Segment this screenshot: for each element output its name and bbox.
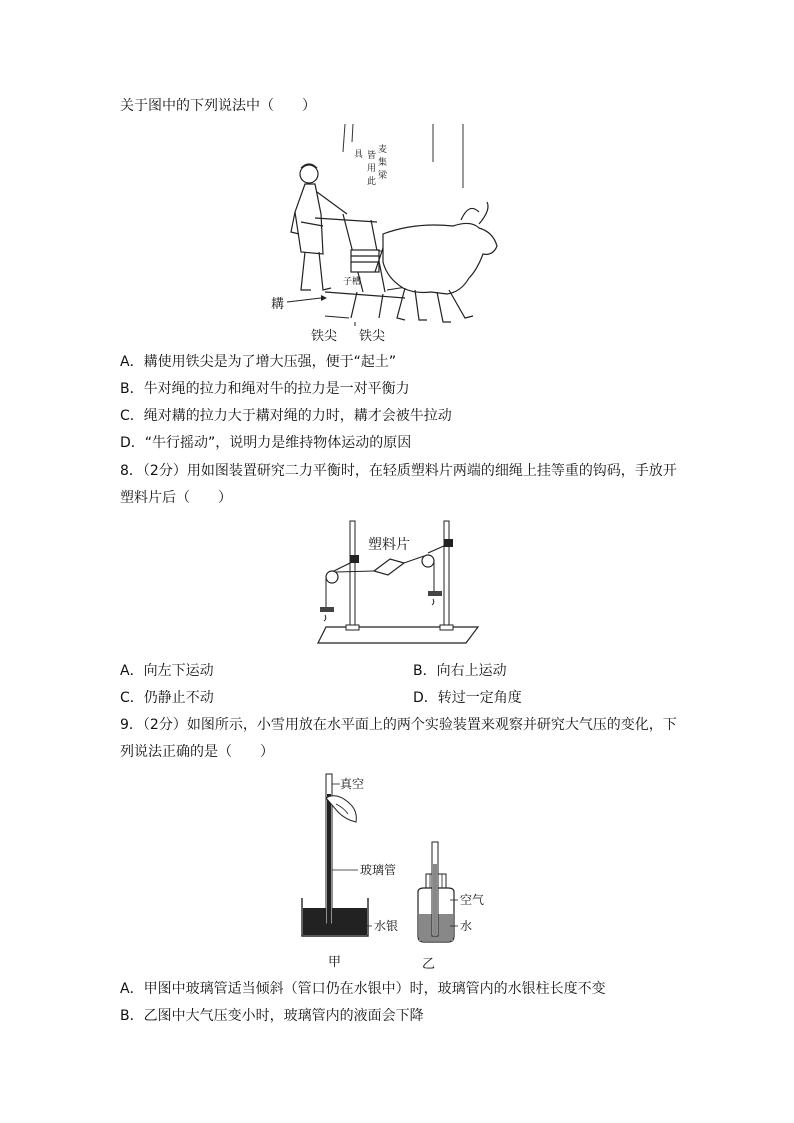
q9-stem-line1: 9．（2分）如图所示，小雪用放在水平面上的两个实验装置来观察并研究大气压的变化，下 [120, 717, 677, 733]
mercury-label: 水银 [374, 919, 399, 933]
farmer-drawing [291, 164, 347, 290]
q8-stem-line2: 塑料片后（ ） [120, 490, 232, 506]
caption-char: 麦 [378, 145, 388, 155]
q8-stem-line1: 8．（2分）用如图装置研究二力平衡时，在轻质塑料片两端的细绳上挂等重的钩码，手放开 [120, 463, 677, 479]
figure-jia-label: 甲 [328, 955, 342, 970]
caption-char: 集 [378, 158, 388, 168]
q8-option-a: A．向左下运动 [120, 663, 214, 679]
mercury-barometer [302, 774, 398, 970]
iron-tip-label-2: 铁尖 [359, 329, 386, 344]
q7-option-c: C．绳对耩的拉力大于耩对绳的力时，耩才会被牛拉动 [120, 408, 452, 424]
glass-tube-label: 玻璃管 [360, 863, 397, 877]
plastic-card-label: 塑料片 [368, 537, 410, 553]
q9-option-b: B．乙图中大气压变小时，玻璃管内的液面会下降 [120, 1008, 424, 1024]
plough-label: 耩 [271, 297, 285, 312]
seed-slot-label: 子槽 [343, 277, 362, 287]
q7-option-b: B．牛对绳的拉力和绳对牛的拉力是一对平衡力 [120, 381, 410, 397]
q9-option-a: A．甲图中玻璃管适当倾斜（管口仍在水银中）时，玻璃管内的水银柱长度不变 [120, 981, 606, 997]
air-label: 空气 [460, 893, 485, 907]
plastic-card [374, 559, 404, 575]
caption-char: 具 [354, 150, 364, 160]
q8-option-b: B．向右上运动 [413, 663, 507, 679]
q8-two-force-apparatus [316, 515, 486, 655]
q7-option-a: A．耩使用铁尖是为了增大压强，便于“起土” [120, 354, 397, 370]
caption-char: 用 [367, 164, 377, 174]
figure-yi-label: 乙 [422, 957, 436, 972]
caption-char: 此 [367, 177, 377, 187]
iron-tip-label-1: 铁尖 [311, 329, 338, 344]
q9-stem-line2: 列说法正确的是（ ） [120, 744, 274, 760]
water-bottle-barometer [418, 842, 484, 972]
caption-char: 梁 [378, 171, 388, 181]
water-label: 水 [460, 919, 473, 933]
caption-char: 皆 [367, 151, 377, 161]
q8-option-c: C．仍静止不动 [120, 690, 214, 706]
q7-ox-plough-figure [265, 122, 505, 344]
q7-option-d: D．“牛行摇动”，说明力是维持物体运动的原因 [120, 435, 412, 451]
vacuum-label: 真空 [340, 777, 365, 791]
ox-drawing [375, 202, 497, 322]
q9-pressure-apparatus [296, 768, 496, 974]
q7-stem: 关于图中的下列说法中（ ） [120, 98, 316, 114]
q8-option-d: D．转过一定角度 [413, 690, 522, 706]
